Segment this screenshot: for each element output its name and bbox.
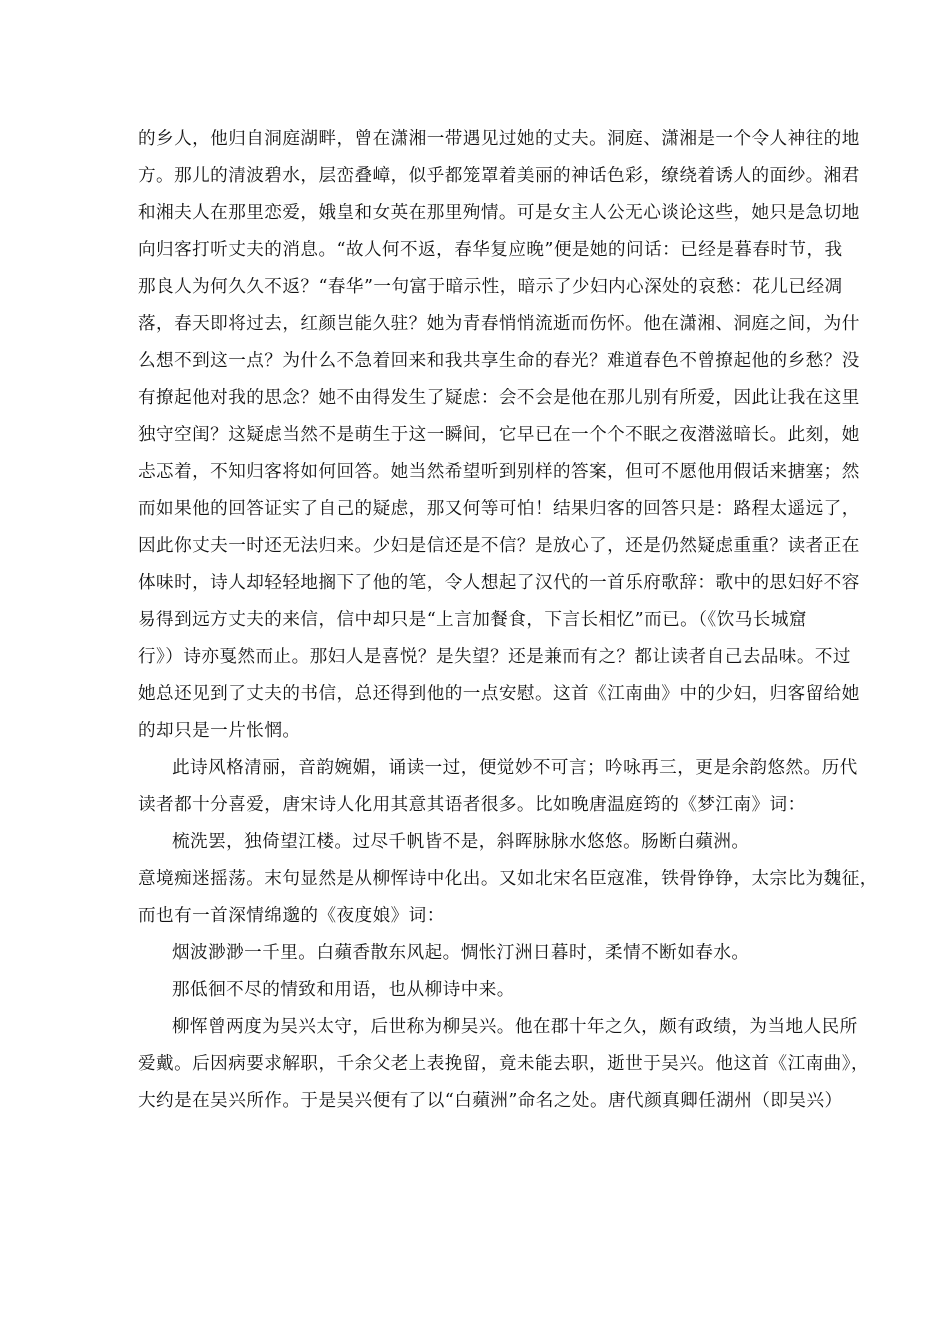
text-line: 读者都十分喜爱，唐宋诗人化用其意其语者很多。比如晚唐温庭筠的《梦江南》词： bbox=[138, 795, 806, 815]
text-line: 落，春天即将过去，红颜岂能久驻？她为青春悄悄流逝而伤怀。他在潇湘、洞庭之间，为什 bbox=[138, 314, 860, 334]
text-line: 爱戴。后因病要求解职，千余父老上表挽留，竟未能去职，逝世于吴兴。他这首《江南曲》， bbox=[138, 1054, 869, 1074]
text-line: 方。那儿的清波碧水，层峦叠嶂，似乎都笼罩着美丽的神话色彩，缭绕着诱人的面纱。湘君 bbox=[138, 166, 860, 186]
text-line: 她总还见到了丈夫的书信，总还得到他的一点安慰。这首《江南曲》中的少妇，归客留给她 bbox=[138, 684, 860, 704]
text-line: 忐忑着，不知归客将如何回答。她当然希望听到别样的答案，但可不愿他用假话来搪塞；然 bbox=[138, 462, 860, 482]
text-line: 的乡人，他归自洞庭湖畔，曾在潇湘一带遇见过她的丈夫。洞庭、潇湘是一个令人神往的地 bbox=[138, 129, 860, 149]
text-line: 么想不到这一点？为什么不急着回来和我共享生命的春光？难道春色不曾撩起他的乡愁？没 bbox=[138, 351, 860, 371]
text-line: 而也有一首深情绵邈的《夜度娘》词： bbox=[138, 906, 445, 926]
text-line: 因此你丈夫一时还无法归来。少妇是信还是不信？是放心了，还是仍然疑虑重重？读者正在 bbox=[138, 536, 860, 556]
text-line: 大约是在吴兴所作。于是吴兴便有了以“白蘋洲”命名之处。唐代颜真卿任湖州（即吴兴） bbox=[138, 1091, 843, 1111]
text-line: 体味时，诗人却轻轻地搁下了他的笔，令人想起了汉代的一首乐府歌辞：歌中的思妇好不容 bbox=[138, 573, 860, 593]
text-line: 的却只是一片怅惘。 bbox=[138, 721, 301, 741]
text-line: 易得到远方丈夫的来信，信中却只是“上言加餐食，下言长相忆”而已。（《饮马长城窟 bbox=[138, 610, 807, 630]
text-line: 那良人为何久久不返？“春华”一句富于暗示性，暗示了少妇内心深处的哀愁：花儿已经凋 bbox=[138, 277, 843, 297]
text-line: 而如果他的回答证实了自己的疑虑，那又何等可怕！结果归客的回答只是：路程太遥远了， bbox=[138, 499, 860, 519]
quoted-poem-line: 梳洗罢，独倚望江楼。过尽千帆皆不是，斜晖脉脉水悠悠。肠断白蘋洲。 bbox=[172, 832, 750, 852]
text-line: 向归客打听丈夫的消息。“故人何不返，春华复应晚”便是她的问话：已经是暮春时节，我 bbox=[138, 240, 843, 260]
paragraph-first-line: 此诗风格清丽，音韵婉媚，诵读一过，便觉妙不可言；吟咏再三，更是余韵悠然。历代 bbox=[172, 758, 858, 778]
text-line: 行》）诗亦戛然而止。那妇人是喜悦？是失望？还是兼而有之？都让读者自己去品味。不过 bbox=[138, 647, 851, 667]
text-line: 和湘夫人在那里恋爱，娥皇和女英在那里殉情。可是女主人公无心谈论这些，她只是急切地 bbox=[138, 203, 860, 223]
quoted-poem-line: 烟波渺渺一千里。白蘋香散东风起。惆怅汀洲日暮时，柔情不断如春水。 bbox=[172, 943, 750, 963]
paragraph-first-line: 那低徊不尽的情致和用语，也从柳诗中来。 bbox=[172, 980, 515, 1000]
text-line: 意境痴迷摇荡。末句显然是从柳恽诗中化出。又如北宋名臣寇准，铁骨铮铮，太宗比为魏征， bbox=[138, 869, 878, 889]
text-line: 有撩起他对我的思念？她不由得发生了疑虑：会不会是他在那儿别有所爱，因此让我在这里 bbox=[138, 388, 860, 408]
paragraph-first-line: 柳恽曾两度为吴兴太守，后世称为柳吴兴。他在郡十年之久，颇有政绩，为当地人民所 bbox=[172, 1017, 858, 1037]
text-line: 独守空闺？这疑虑当然不是萌生于这一瞬间，它早已在一个个不眠之夜潜滋暗长。此刻，她 bbox=[138, 425, 860, 445]
